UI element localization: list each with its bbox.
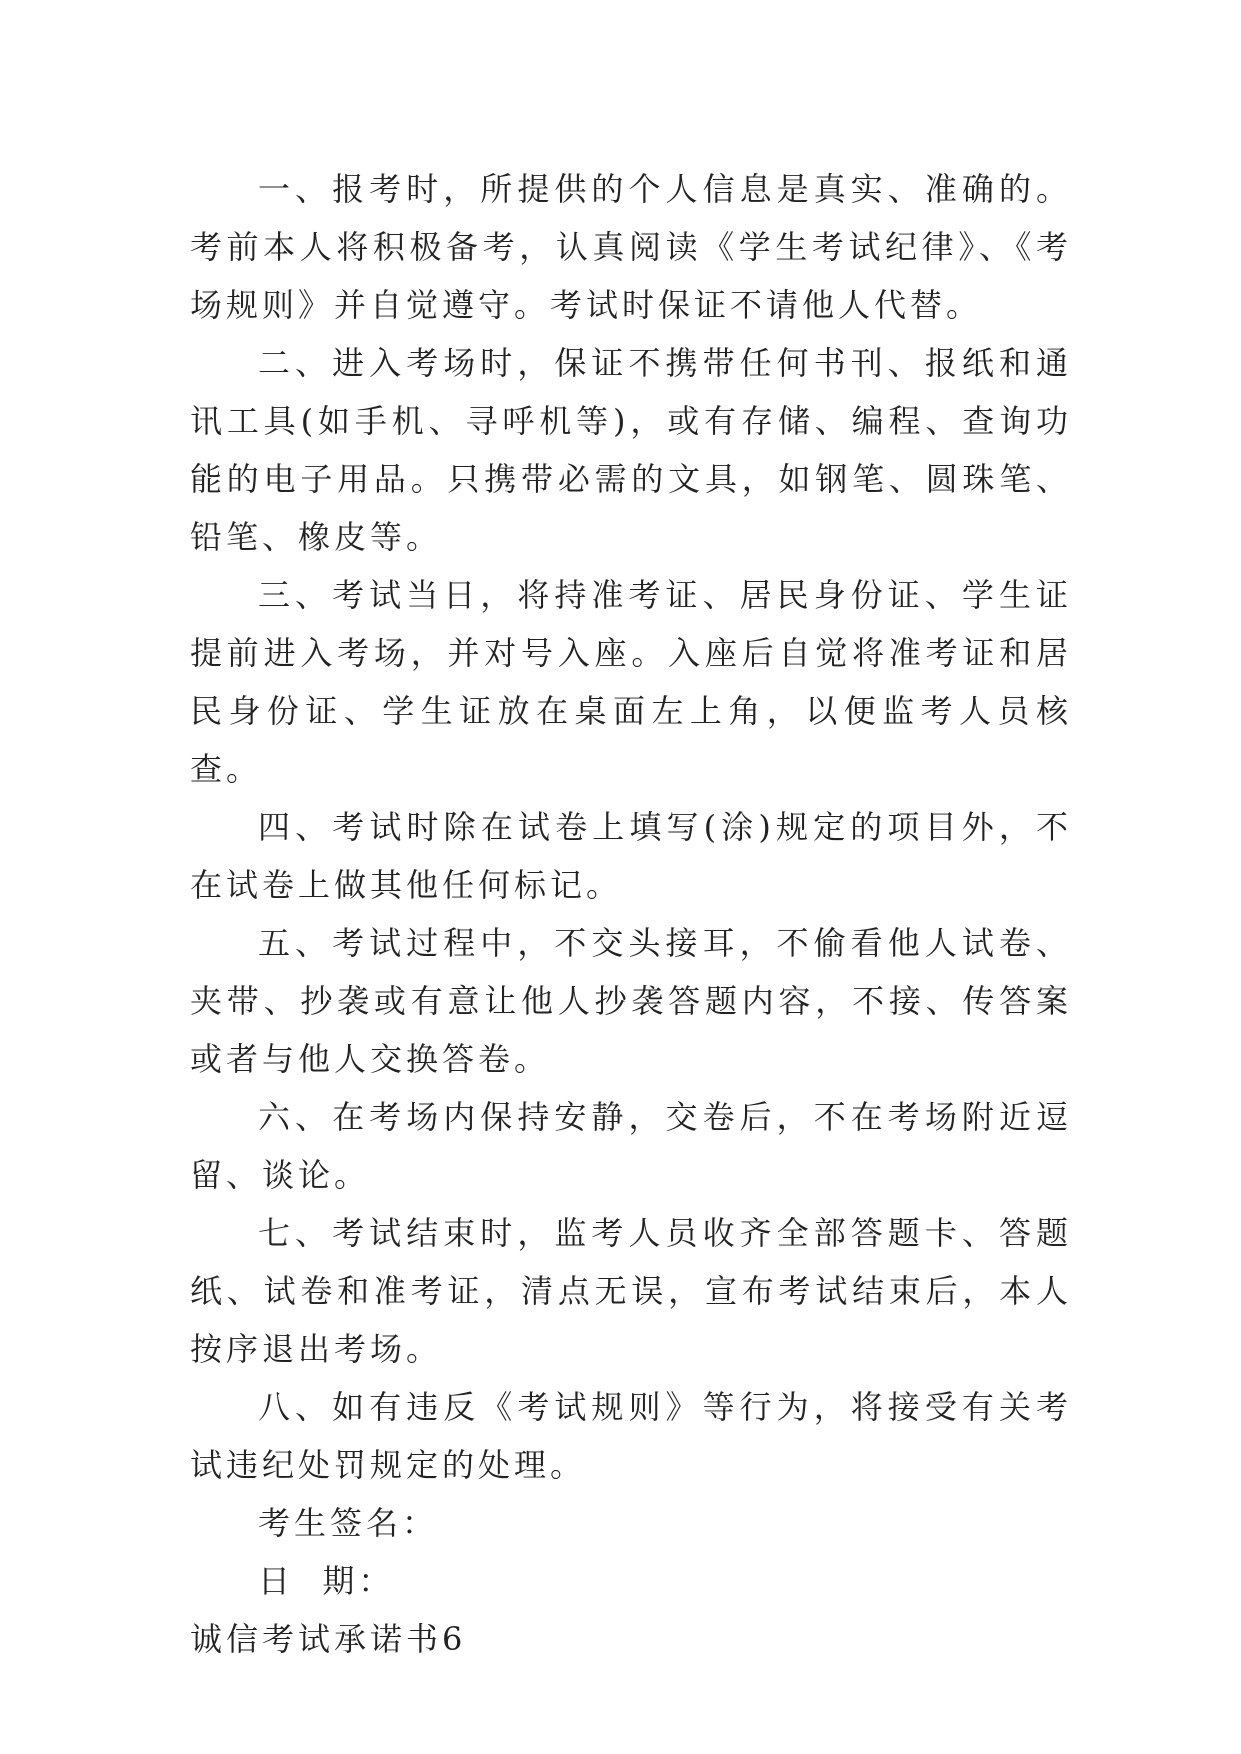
clause-4: 四、考试时除在试卷上填写(涂)规定的项目外，不在试卷上做其他任何标记。 <box>190 808 1072 904</box>
clause-5: 五、考试过程中，不交头接耳，不偷看他人试卷、夹带、抄袭或有意让他人抄袭答题内容，不接、传答案或者与他人交换答卷。 <box>190 924 1072 1078</box>
signature-label: 考生签名： <box>258 1504 439 1542</box>
document-body <box>190 160 1072 1668</box>
clause-2: 二、进入考场时，保证不携带任何书刊、报纸和通讯工具(如手机、寻呼机等)，或有存储、编程、查询功能的电子用品。只携带必需的文具，如钢笔、圆珠笔、铅笔、橡皮等。 <box>190 344 1072 556</box>
clause-6: 六、在考场内保持安静，交卷后，不在考场附近逗留、谈论。 <box>190 1098 1072 1194</box>
clause-3: 三、考试当日，将持准考证、居民身份证、学生证提前进入考场，并对号入座。入座后自觉将准考证和居民身份证、学生证放在桌面左上角，以便监考人员核查。 <box>190 576 1072 788</box>
date-label: 日 期： <box>258 1562 395 1600</box>
next-document-title: 诚信考试承诺书6 <box>190 1620 467 1658</box>
clause-7: 七、考试结束时，监考人员收齐全部答题卡、答题纸、试卷和准考证，清点无误，宣布考试结束后，本人按序退出考场。 <box>190 1214 1072 1368</box>
clause-1: 一、报考时，所提供的个人信息是真实、准确的。考前本人将积极备考，认真阅读《学生考试纪律》、《考场规则》并自觉遵守。考试时保证不请他人代替。 <box>190 170 1072 324</box>
clause-8: 八、如有违反《考试规则》等行为，将接受有关考试违纪处罚规定的处理。 <box>190 1388 1072 1484</box>
